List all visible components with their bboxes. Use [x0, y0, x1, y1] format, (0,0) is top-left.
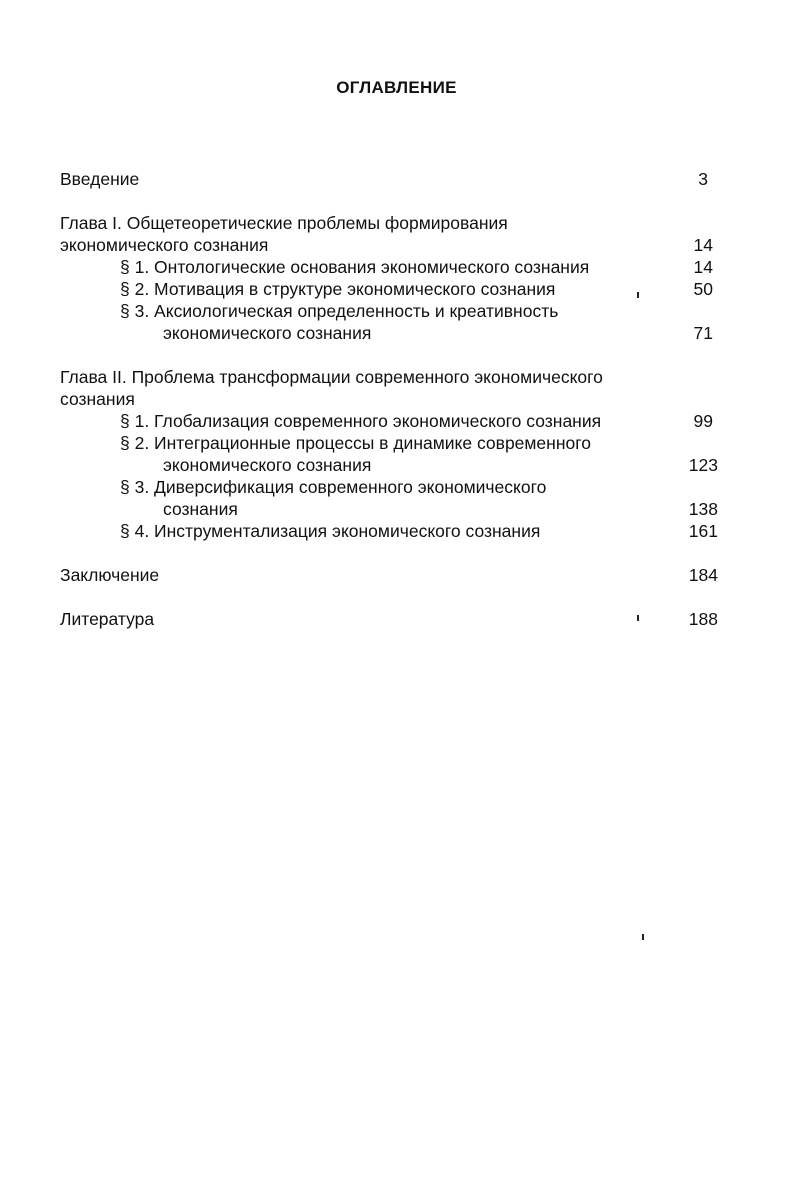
toc-page-conclusion: 184: [688, 565, 718, 585]
ch2-section4: § 4. Инструментализация экономического сознания: [120, 521, 541, 541]
toc-page-literature: 188: [688, 609, 718, 629]
ch1-section3-page: 71: [693, 323, 713, 343]
chapter1-page: 14: [693, 235, 713, 255]
ch1-section2-page: 50: [693, 279, 713, 299]
ch1-section1: § 1. Онтологические основания экономического сознания: [120, 257, 590, 277]
toc-entry-intro: Введение: [60, 169, 140, 189]
scan-speck: [637, 615, 639, 621]
ch2-section3-page: 138: [688, 499, 718, 519]
ch2-section3-line2: сознания: [163, 499, 238, 519]
chapter2-heading-line1: Глава II. Проблема трансформации современного экономического: [60, 367, 603, 387]
ch2-section4-page: 161: [688, 521, 718, 541]
ch1-section1-page: 14: [693, 257, 713, 277]
ch2-section2-line2: экономического сознания: [163, 455, 372, 475]
scan-speck: [637, 292, 639, 298]
ch2-section3-line1: § 3. Диверсификация современного экономического: [120, 477, 547, 497]
page-title: ОГЛАВЛЕНИЕ: [336, 78, 457, 97]
scan-speck: [642, 934, 644, 940]
ch1-section2: § 2. Мотивация в структуре экономического сознания: [120, 279, 556, 299]
ch2-section1: § 1. Глобализация современного экономического сознания: [120, 411, 602, 431]
chapter1-heading-line2: экономического сознания: [60, 235, 269, 255]
chapter1-heading-line1: Глава I. Общетеоретические проблемы формирования: [60, 213, 508, 233]
ch2-section2-page: 123: [688, 455, 718, 475]
ch1-section3-line2: экономического сознания: [163, 323, 372, 343]
toc-entry-conclusion: Заключение: [60, 565, 160, 585]
chapter2-heading-line2: сознания: [60, 389, 135, 409]
toc-page-intro: 3: [698, 169, 708, 189]
ch2-section1-page: 99: [693, 411, 713, 431]
toc-entry-literature: Литература: [60, 609, 155, 629]
ch1-section3-line1: § 3. Аксиологическая определенность и креативность: [120, 301, 559, 321]
ch2-section2-line1: § 2. Интеграционные процессы в динамике современного: [120, 433, 591, 453]
